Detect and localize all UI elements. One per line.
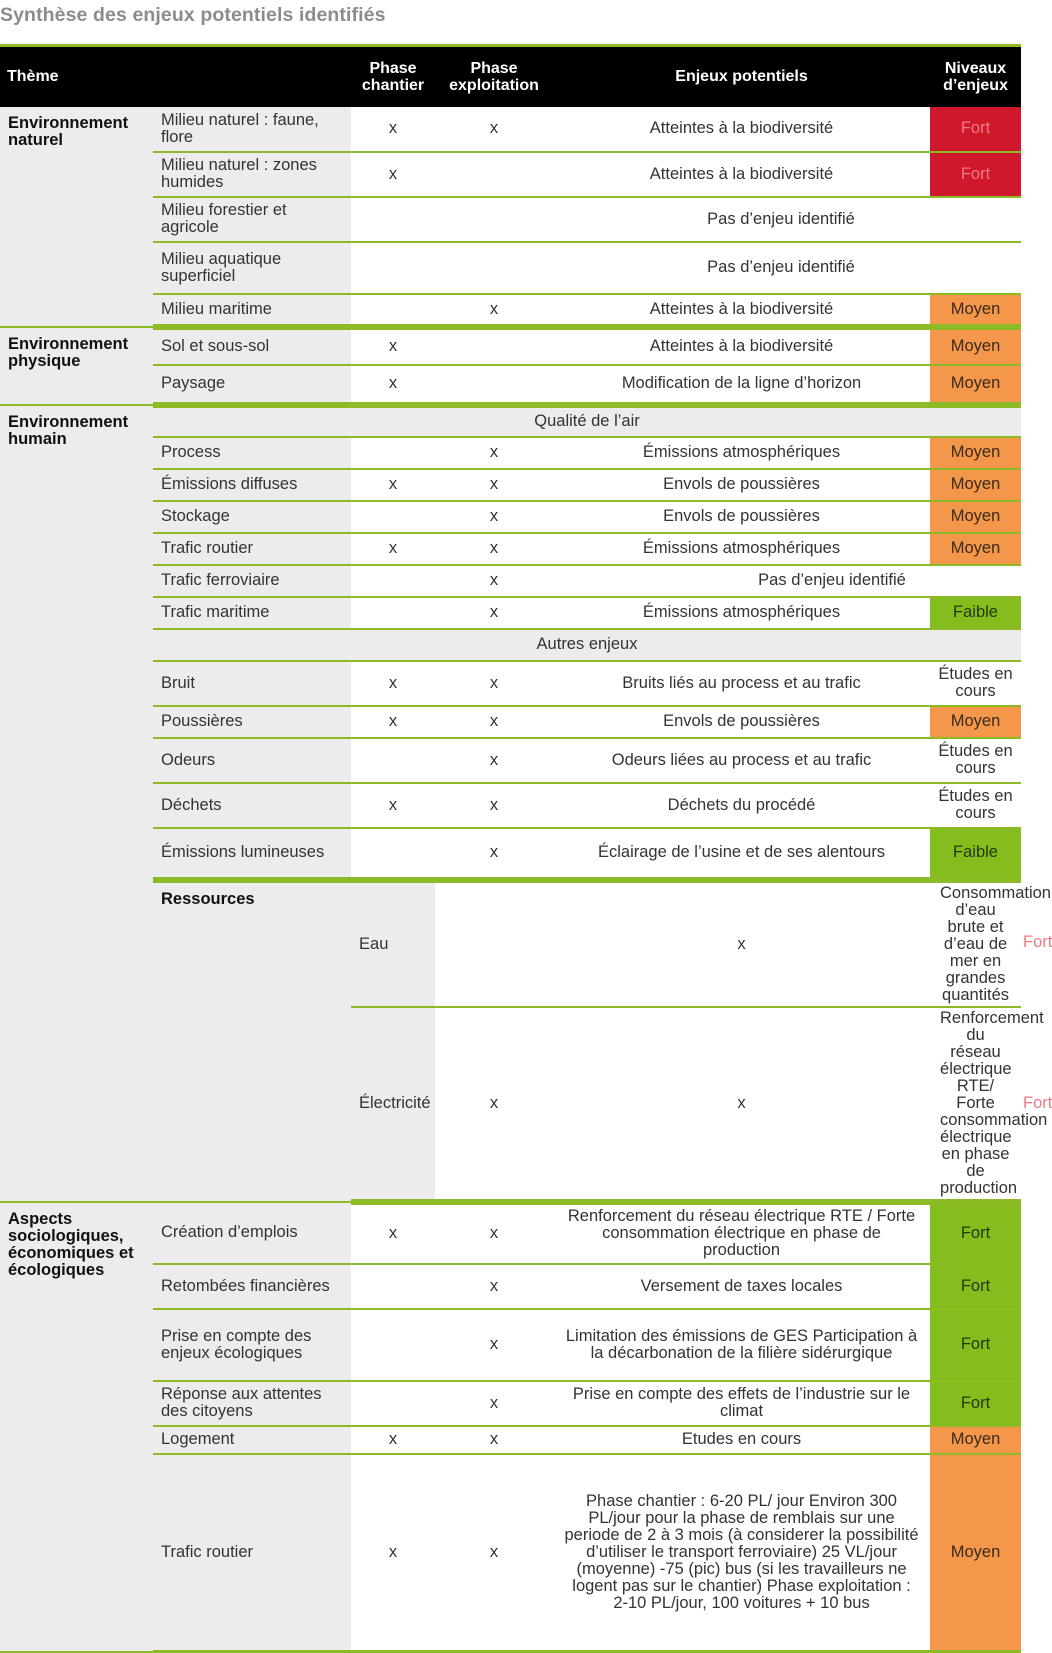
row-niveau: Moyen <box>930 469 1021 501</box>
row-subject: Émissions diffuses <box>153 469 351 501</box>
row-phase-chantier: x <box>351 1426 435 1454</box>
row-enjeu: Atteintes à la biodiversité <box>553 327 930 365</box>
table-row <box>0 533 1021 565</box>
header-phase-exploitation: Phase exploitation <box>435 46 553 107</box>
row-enjeu: Bruits liés au process et au trafic <box>553 661 930 706</box>
row-subject: Retombées financières <box>153 1264 351 1309</box>
table-row <box>0 629 1021 661</box>
row-phase-exploitation: x <box>435 828 553 880</box>
row-niveau: Moyen <box>930 437 1021 469</box>
row-phase-exploitation: x <box>435 706 553 738</box>
row-phase-chantier: x <box>351 365 435 405</box>
row-niveau: Fort <box>930 1309 1021 1381</box>
row-subject: Milieu forestier et agricole <box>153 197 351 242</box>
row-phase-chantier <box>351 565 435 597</box>
row-phase-exploitation: x <box>435 1454 553 1652</box>
row-enjeu: Émissions atmosphériques <box>553 597 930 629</box>
row-phase-chantier <box>351 501 435 533</box>
row-phase-exploitation: x <box>435 738 553 783</box>
row-enjeu: Atteintes à la biodiversité <box>553 294 930 327</box>
table-row <box>0 1309 1021 1381</box>
row-phase-exploitation: x <box>435 437 553 469</box>
section-autres: Autres enjeux <box>153 629 1021 661</box>
row-subject: Logement <box>153 1426 351 1454</box>
row-subject: Process <box>153 437 351 469</box>
row-enjeu: Émissions atmosphériques <box>553 533 930 565</box>
row-phase-chantier: x <box>351 1202 435 1264</box>
row-niveau: Moyen <box>930 1454 1021 1652</box>
table-row <box>0 1426 1021 1454</box>
row-phase-chantier <box>351 1309 435 1381</box>
row-phase-chantier: x <box>351 783 435 828</box>
row-phase-chantier: x <box>351 661 435 706</box>
row-phase-exploitation: x <box>435 783 553 828</box>
row-enjeu: Envols de poussières <box>553 469 930 501</box>
row-enjeu: Phase chantier : 6-20 PL/ jour Environ 300 PL/jour pour la phase de remblais sur une periode de 2 à 3 mois (à considerer la possibilité d’utiliser le transport ferroviaire) 25 VL/jour (moyenne) -75 (pic) bus (si les travailleurs ne logent pas sur le chantier) Phase exploitation : 2-10 PL/jour, 100 voitures + 10 bus <box>553 1454 930 1652</box>
row-subject: Trafic routier <box>153 1454 351 1652</box>
row-enjeu: Atteintes à la biodiversité <box>553 152 930 197</box>
theme-physique: Environnement physique <box>0 327 153 405</box>
row-subject: Sol et sous-sol <box>153 327 351 365</box>
row-phase-chantier <box>351 1381 435 1426</box>
row-niveau: Moyen <box>930 533 1021 565</box>
table-row <box>0 327 1021 365</box>
row-niveau: Fort <box>930 1381 1021 1426</box>
row-phase-exploitation: x <box>435 1264 553 1309</box>
row-niveau: Faible <box>930 828 1021 880</box>
row-subject: Réponse aux attentes des citoyens <box>153 1381 351 1426</box>
table-row <box>0 501 1021 533</box>
row-phase-exploitation: x <box>435 1426 553 1454</box>
row-niveau: Fort <box>930 152 1021 197</box>
row-niveau: Fort <box>930 1264 1021 1309</box>
table-row <box>0 706 1021 738</box>
table-row: Ressources Eau x Consommation d’eau brute et d’eau de mer en grandes quantités Fort <box>0 880 1021 1007</box>
row-phase-exploitation: x <box>435 469 553 501</box>
row-subject: Stockage <box>153 501 351 533</box>
row-subject: Milieu naturel : zones humides <box>153 152 351 197</box>
row-phase-exploitation: x <box>435 1381 553 1426</box>
row-subject: Bruit <box>153 661 351 706</box>
table-row <box>0 469 1021 501</box>
row-subject: Poussières <box>153 706 351 738</box>
table-row <box>0 365 1021 405</box>
table-row <box>0 437 1021 469</box>
table-row <box>0 1202 1021 1264</box>
row-enjeu: Envols de poussières <box>553 501 930 533</box>
table-row <box>0 1381 1021 1426</box>
row-phase-exploitation: x <box>435 565 553 597</box>
row-subject: Milieu aquatique superficiel <box>153 242 351 294</box>
table-row <box>0 828 1021 880</box>
row-subject: Milieu naturel : faune, flore <box>153 107 351 152</box>
row-subject: Trafic routier <box>153 533 351 565</box>
row-subject: Trafic ferroviaire <box>153 565 351 597</box>
row-enjeu: Renforcement du réseau électrique RTE/ Forte consommation électrique en phase de production <box>930 1007 1021 1202</box>
theme-aspects: Aspects sociologiques, économiques et écologiques <box>0 1202 153 1652</box>
table-row <box>0 405 1021 437</box>
page-title: Synthèse des enjeux potentiels identifiés <box>0 4 386 26</box>
row-phase-exploitation: x <box>435 107 553 152</box>
row-niveau: Fort <box>930 1202 1021 1264</box>
row-subject: Prise en compte des enjeux écologiques <box>153 1309 351 1381</box>
header-theme: Thème <box>0 46 351 107</box>
row-niveau: Moyen <box>930 294 1021 327</box>
row-niveau: Moyen <box>930 501 1021 533</box>
table-row <box>0 1264 1021 1309</box>
row-phase-exploitation: x <box>435 533 553 565</box>
row-phase-exploitation: x <box>435 1202 553 1264</box>
table-row <box>0 783 1021 828</box>
table-row <box>0 738 1021 783</box>
row-phase-chantier <box>351 828 435 880</box>
table-row <box>0 565 1021 597</box>
header-niveaux: Niveaux d’enjeux <box>930 46 1021 107</box>
row-niveau: Moyen <box>930 365 1021 405</box>
row-phase-chantier: x <box>351 107 435 152</box>
row-phase-chantier: x <box>351 327 435 365</box>
row-subject: Trafic maritime <box>153 597 351 629</box>
theme-naturel: Environnement naturel <box>0 107 153 327</box>
table-header-row <box>0 46 1021 107</box>
row-enjeu: Modification de la ligne d’horizon <box>553 365 930 405</box>
row-enjeu: Limitation des émissions de GES Participation à la décarbonation de la filière sidérurgique <box>553 1309 930 1381</box>
table-row <box>0 1454 1021 1652</box>
row-phase-exploitation: x <box>553 1007 930 1202</box>
table-row: Électricité x x Renforcement du réseau électrique RTE/ Forte consommation électrique en phase de production Fort <box>0 1007 1021 1202</box>
row-enjeu: Atteintes à la biodiversité <box>553 107 930 152</box>
row-niveau: Études en cours <box>930 661 1021 706</box>
row-subject: Paysage <box>153 365 351 405</box>
row-subject: Électricité <box>351 1007 435 1202</box>
row-subject: Eau <box>351 880 435 1007</box>
row-phase-chantier <box>351 738 435 783</box>
row-subject: Milieu maritime <box>153 294 351 327</box>
row-phase-exploitation <box>435 327 553 365</box>
row-subject: Émissions lumineuses <box>153 828 351 880</box>
row-subject: Déchets <box>153 783 351 828</box>
header-phase-chantier: Phase chantier <box>351 46 435 107</box>
table-row <box>0 152 1021 197</box>
row-enjeu: Renforcement du réseau électrique RTE / Forte consommation électrique en phase de production <box>553 1202 930 1264</box>
row-enjeu: Consommation d’eau brute et d’eau de mer en grandes quantités <box>930 880 1021 1007</box>
table-row <box>0 661 1021 706</box>
row-niveau: Moyen <box>930 327 1021 365</box>
row-phase-chantier: x <box>351 706 435 738</box>
issues-table <box>0 44 1052 1653</box>
row-niveau: Études en cours <box>930 783 1021 828</box>
row-enjeu: Déchets du procédé <box>553 783 930 828</box>
row-niveau: Fort <box>930 107 1021 152</box>
row-niveau: Moyen <box>930 706 1021 738</box>
row-subject: Création d’emplois <box>153 1202 351 1264</box>
row-phase-chantier: x <box>351 1454 435 1652</box>
row-phase-exploitation: x <box>435 1309 553 1381</box>
row-phase-chantier <box>351 597 435 629</box>
row-subject: Odeurs <box>153 738 351 783</box>
row-phase-exploitation: x <box>553 880 930 1007</box>
row-enjeu: Pas d’enjeu identifié <box>553 565 1021 597</box>
row-phase-exploitation: x <box>435 661 553 706</box>
table-row <box>0 197 1021 242</box>
row-enjeu: Émissions atmosphériques <box>553 437 930 469</box>
table-row <box>0 107 1021 152</box>
row-phase-exploitation <box>435 365 553 405</box>
theme-humain: Environnement humain <box>0 405 153 1202</box>
row-enjeu: Éclairage de l’usine et de ses alentours <box>553 828 930 880</box>
row-phase-chantier <box>435 880 553 1007</box>
theme-ressources: Ressources <box>153 880 351 1202</box>
row-enjeu: Pas d’enjeu identifié <box>351 242 1021 294</box>
row-niveau: Moyen <box>930 1426 1021 1454</box>
row-phase-chantier: x <box>435 1007 553 1202</box>
row-phase-chantier: x <box>351 152 435 197</box>
row-enjeu: Envols de poussières <box>553 706 930 738</box>
row-phase-exploitation <box>435 152 553 197</box>
row-niveau: Études en cours <box>930 738 1021 783</box>
row-enjeu: Etudes en cours <box>553 1426 930 1454</box>
table-row <box>0 597 1021 629</box>
row-phase-exploitation: x <box>435 294 553 327</box>
row-enjeu: Prise en compte des effets de l’industrie sur le climat <box>553 1381 930 1426</box>
row-phase-chantier <box>351 437 435 469</box>
row-phase-chantier: x <box>351 469 435 501</box>
row-phase-chantier: x <box>351 533 435 565</box>
row-enjeu: Odeurs liées au process et au trafic <box>553 738 930 783</box>
header-enjeux: Enjeux potentiels <box>553 46 930 107</box>
row-niveau: Faible <box>930 597 1021 629</box>
section-air: Qualité de l’air <box>153 405 1021 437</box>
table-row <box>0 242 1021 294</box>
row-phase-exploitation: x <box>435 597 553 629</box>
row-enjeu: Versement de taxes locales <box>553 1264 930 1309</box>
row-phase-chantier <box>351 1264 435 1309</box>
row-phase-exploitation: x <box>435 501 553 533</box>
row-enjeu: Pas d’enjeu identifié <box>351 197 1021 242</box>
table-row <box>0 294 1021 327</box>
row-phase-chantier <box>351 294 435 327</box>
